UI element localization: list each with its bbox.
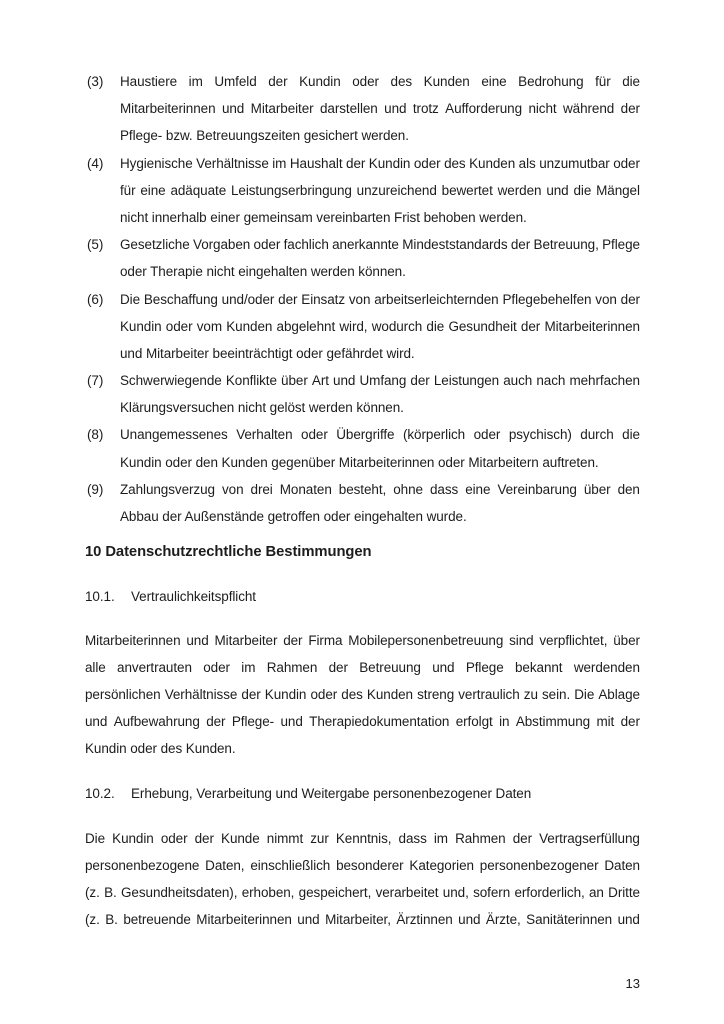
clause-number: (4) — [87, 155, 104, 171]
clause-number: (9) — [87, 481, 104, 497]
subsection-number: 10.2. — [85, 785, 115, 801]
text-line: für eine adäquate Leistungserbringung unzureichend bewertet werden und die Mängel — [120, 182, 640, 198]
text-line: und Mitarbeiter beeinträchtigt oder gefährdet wird. — [120, 345, 415, 361]
body-paragraph — [85, 627, 640, 763]
document-content — [85, 68, 640, 933]
text-line: Die Beschaffung und/oder der Einsatz von arbeitserleichternden Pflegebehelfen von der — [120, 291, 640, 307]
text-line: Abbau der Außenstände getroffen oder eingehalten wurde. — [120, 509, 467, 524]
subsection-title: Erhebung, Verarbeitung und Weitergabe personenbezogener Daten — [131, 785, 532, 801]
subsection-heading — [85, 780, 640, 807]
subsection-title: Vertraulichkeitspflicht — [131, 589, 256, 605]
text-line: oder Therapie nicht eingehalten werden können. — [120, 264, 406, 280]
section-heading: 10 Datenschutzrechtliche Bestimmungen — [85, 544, 372, 561]
numbered-clause — [85, 231, 640, 285]
text-line: Kundin oder den Kunden gegenüber Mitarbeiterinnen oder Mitarbeitern auftreten. — [120, 454, 599, 470]
text-line: Hygienische Verhältnisse im Haushalt der Kundin oder des Kunden als unzumutbar oder — [120, 155, 640, 171]
text-line: Mitarbeiterinnen und Mitarbeiter der Firma Mobilepersonenbetreuung sind verpflichtet, über — [85, 632, 640, 648]
numbered-clause — [85, 421, 640, 475]
clause-number: (3) — [87, 74, 104, 89]
clause-number: (6) — [87, 291, 104, 307]
text-line: Klärungsversuchen nicht gelöst werden können. — [120, 400, 404, 416]
text-line: Mitarbeiterinnen und Mitarbeiter darstellen und trotz Aufforderung nicht während der — [120, 101, 640, 117]
text-line: Haustiere im Umfeld der Kundin oder des Kunden eine Bedrohung für die — [120, 74, 640, 89]
subsection-number: 10.1. — [85, 589, 115, 605]
text-line: Kundin oder vom Kunden abgelehnt wird, wodurch die Gesundheit der Mitarbeiterinnen — [120, 318, 640, 334]
body-paragraph — [85, 825, 640, 934]
text-line: Unangemessenes Verhalten oder Übergriffe (körperlich oder psychisch) durch die — [120, 427, 640, 443]
text-line: (z. B. betreuende Mitarbeiterinnen und Mitarbeiter, Ärztinnen und Ärzte, Sanitäterinnen und — [85, 912, 640, 928]
clause-number: (8) — [87, 427, 104, 443]
text-line: und Aufbewahrung der Pflege- und Therapiedokumentation erfolgt in Abstimmung mit der — [85, 714, 640, 730]
numbered-clause — [85, 286, 640, 368]
numbered-clause — [85, 367, 640, 421]
text-line: Kundin oder des Kunden. — [85, 741, 236, 757]
clause-number: (7) — [87, 373, 104, 389]
text-line: Pflege- bzw. Betreuungszeiten gesichert werden. — [120, 128, 409, 144]
text-line: Schwerwiegende Konflikte über Art und Umfang der Leistungen auch nach mehrfachen — [120, 373, 640, 389]
numbered-clause — [85, 476, 640, 530]
text-line: personenbezogene Daten, einschließlich besonderer Kategorien personenbezogener Daten — [85, 857, 640, 873]
text-line: persönlichen Verhältnisse der Kundin oder des Kunden streng vertraulich zu sein. Die Ablage — [85, 686, 640, 702]
clause-number: (5) — [87, 237, 104, 253]
text-line: (z. B. Gesundheitsdaten), erhoben, gespeichert, verarbeitet und, sofern erforderlich, an Dritte — [85, 885, 640, 901]
numbered-clause — [85, 150, 640, 232]
text-line: Zahlungsverzug von drei Monaten besteht, ohne dass eine Vereinbarung über den — [120, 481, 640, 497]
text-line: Die Kundin oder der Kunde nimmt zur Kenntnis, dass im Rahmen der Vertragserfüllung — [85, 830, 640, 846]
page-number: 13 — [625, 976, 640, 991]
text-line: nicht innerhalb einer gemeinsam vereinbarten Frist behoben werden. — [120, 209, 527, 225]
text-line: alle anvertrauten oder im Rahmen der Betreuung und Pflege bekannt werdenden — [85, 659, 640, 675]
subsection-heading — [85, 583, 640, 610]
numbered-clause — [85, 68, 640, 150]
text-line: Gesetzliche Vorgaben oder fachlich anerkannte Mindeststandards der Betreuung, Pflege — [120, 237, 640, 253]
